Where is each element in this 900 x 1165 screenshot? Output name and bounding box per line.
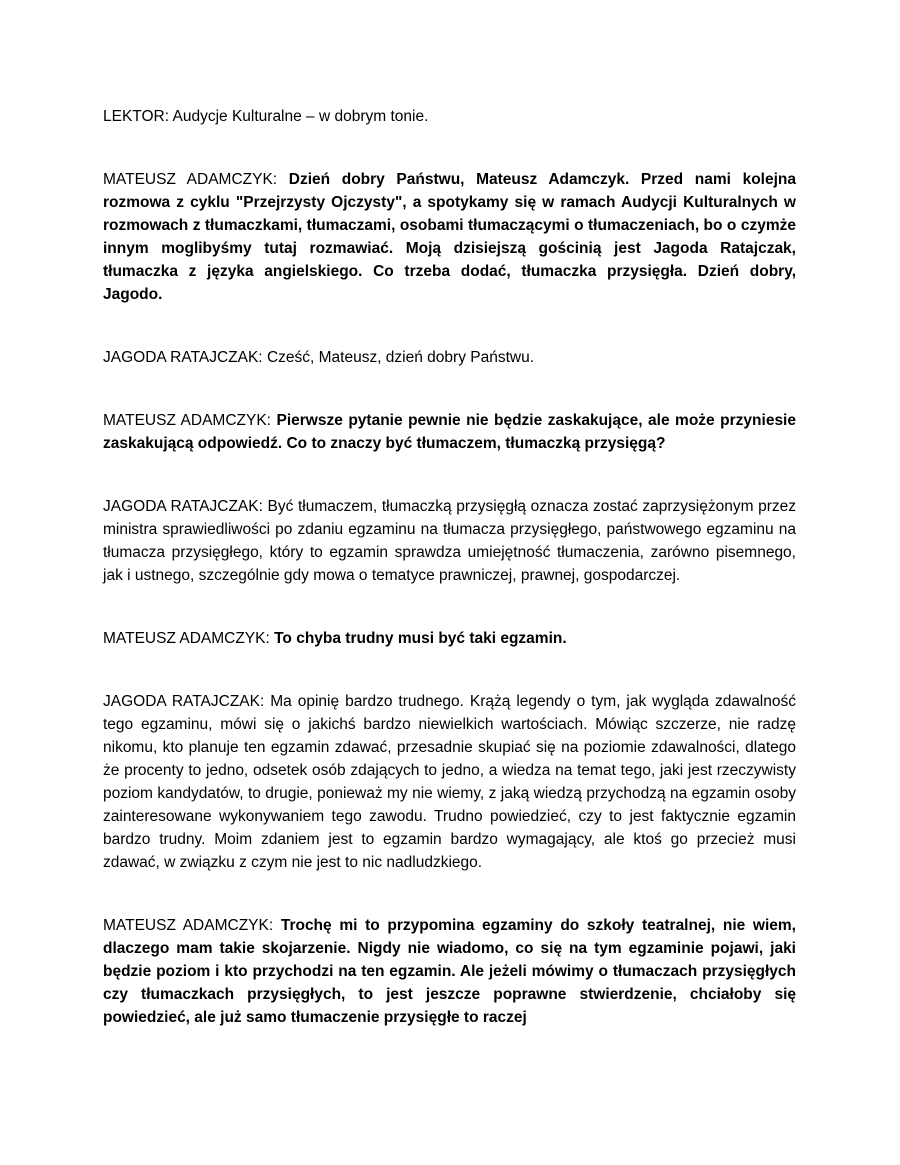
speech-text: Ma opinię bardzo trudnego. Krążą legendy o tym, jak wygląda zdawalność tego egzaminu, mówi się o jakichś bardzo niewielkich wartościach. Mówiąc szczerze, nie radzę nikomu, kto planuje ten egzamin zdawać, przesadnie skupiać się na poziomie zdawalności, dlatego że procenty to jedno, odsetek osób zdających to jedno, a wiedza na temat tego, jaki jest rzeczywisty poziom kandydatów, to drugie, ponieważ my nie wiemy, z jaką wiedzą przychodzą na egzamin osoby zainteresowane wykonywaniem tego zawodu. Trudno powiedzieć, czy to jest faktycznie egzamin bardzo trudny. Moim zdaniem jest to egzamin bardzo wymagający, ale ktoś go przecież musi zdawać, w związku z czym nie jest to nic nadludzkiego. [103, 693, 796, 871]
speech-text: Być tłumaczem, tłumaczką przysięgłą oznacza zostać zaprzysiężonym przez ministra sprawiedliwości po zdaniu egzaminu na tłumacza przysięgłego, państwowego egzaminu na tłumacza przysięgłego, który to egzamin sprawdza umiejętność tłumaczenia, zarówno pisemnego, jak i ustnego, szczególnie gdy mowa o tematyce prawniczej, prawnej, gospodarczej. [103, 498, 796, 584]
transcript-paragraph [103, 105, 796, 128]
speaker-label: JAGODA RATAJCZAK: [103, 498, 263, 515]
transcript [103, 105, 796, 1029]
speech-text: Audycje Kulturalne – w dobrym tonie. [172, 108, 429, 125]
speaker-separator [277, 171, 289, 188]
speaker-label: JAGODA RATAJCZAK: [103, 693, 265, 710]
transcript-paragraph [103, 409, 796, 455]
speech-text: Dzień dobry Państwu, Mateusz Adamczyk. Przed nami kolejna rozmowa z cyklu "Przejrzysty Ojczysty", a spotykamy się w ramach Audycji Kulturalnych w rozmowach z tłumaczkami, tłumaczami, osobami tłumaczącymi o tłumaczeniach, bo o czymże innym moglibyśmy tutaj rozmawiać. Moją dzisiejszą gościnią jest Jagoda Ratajczak, tłumaczka z języka angielskiego. Co trzeba dodać, tłumaczka przysięgła. Dzień dobry, Jagodo. [103, 171, 796, 303]
transcript-paragraph [103, 690, 796, 874]
transcript-paragraph [103, 346, 796, 369]
speaker-label: JAGODA RATAJCZAK: [103, 349, 263, 366]
speaker-label: LEKTOR: [103, 108, 170, 125]
speech-text: Cześć, Mateusz, dzień dobry Państwu. [266, 349, 535, 366]
speaker-label: MATEUSZ ADAMCZYK: [103, 917, 274, 934]
transcript-paragraph [103, 627, 796, 650]
speaker-label: MATEUSZ ADAMCZYK: [103, 412, 271, 429]
speech-text: Pierwsze pytanie pewnie nie będzie zaskakujące, ale może przyniesie zaskakującą odpowiedź. Co to znaczy być tłumaczem, tłumaczką przysięgą? [103, 412, 796, 452]
speech-text: Trochę mi to przypomina egzaminy do szkoły teatralnej, nie wiem, dlaczego mam takie skojarzenie. Nigdy nie wiadomo, co się na tym egzaminie pojawi, jaki będzie poziom i kto przychodzi na ten egzamin. Ale jeżeli mówimy o tłumaczach przysięgłych czy tłumaczkach przysięgłych, to jest jeszcze poprawne stwierdzenie, chciałoby się powiedzieć, ale już samo tłumaczenie przysięgłe to raczej [103, 917, 796, 1026]
speaker-separator [273, 917, 281, 934]
speech-text: To chyba trudny musi być taki egzamin. [274, 630, 567, 647]
speaker-label: MATEUSZ ADAMCZYK: [103, 630, 270, 647]
transcript-paragraph [103, 495, 796, 587]
transcript-paragraph [103, 168, 796, 306]
speaker-label: MATEUSZ ADAMCZYK: [103, 171, 278, 188]
transcript-paragraph [103, 914, 796, 1029]
